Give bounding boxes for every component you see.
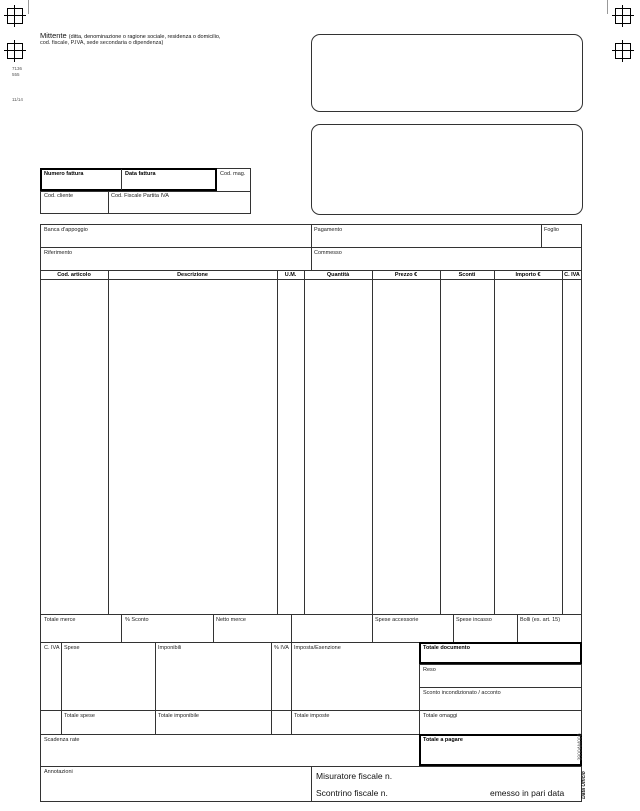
totale-imponibile-label: Totale imponibile [158, 713, 199, 719]
col-um: U.M. [284, 272, 297, 278]
divider [517, 614, 518, 642]
numero-fattura-label: Numero fattura [44, 171, 84, 177]
registration-mark-right [612, 40, 634, 62]
divider [419, 687, 582, 688]
column-divider [440, 270, 441, 614]
col-civa: C. IVA [564, 272, 580, 278]
product-code-text: 3900AM000 [577, 733, 584, 761]
cod-mag-label: Cod. mag. [220, 171, 246, 177]
product-code [577, 728, 591, 768]
brand-text: Data Ufficio [580, 771, 587, 799]
divider [121, 169, 122, 190]
imposta-label: Imposta/Esenzione [294, 645, 341, 651]
divider [61, 642, 62, 734]
divider [40, 247, 582, 248]
col-prezzo: Prezzo € [394, 272, 418, 278]
column-divider [562, 270, 563, 614]
divider [271, 642, 272, 734]
mittente-desc: (ditta, denominazione o ragione sociale, residenza o domicilio, [68, 34, 221, 40]
divider [216, 191, 251, 192]
totale-spese-label: Totale spese [64, 713, 95, 719]
scadenza-rate-label: Scadenza rate [44, 737, 80, 743]
column-divider [277, 270, 278, 614]
iva-civa-label: C. IVA [44, 645, 60, 651]
scontrino-label: Scontrino fiscale n. [316, 788, 388, 798]
col-quantita: Quantità [326, 272, 350, 278]
cod-fiscale-label: Cod. Fiscale Partita IVA [111, 193, 169, 199]
iva-spese-label: Spese [64, 645, 80, 651]
perc-iva-label: % IVA [274, 645, 289, 651]
commesso-label: Commesso [314, 250, 342, 256]
spese-accessorie-label: Spese accessorie [375, 617, 419, 623]
sconto-label: % Sconto [125, 617, 149, 623]
col-descrizione: Descrizione [177, 272, 208, 278]
mittente-heading [40, 31, 220, 40]
divider [40, 710, 582, 711]
divider [311, 766, 312, 802]
annotazioni-label: Annotazioni [44, 769, 73, 775]
totale-documento-label: Totale documento [423, 645, 470, 651]
divider [40, 279, 582, 280]
col-cod-articolo: Cod. articolo [57, 272, 91, 278]
divider [419, 664, 582, 665]
data-fattura-label: Data fattura [125, 171, 156, 177]
emesso-label: emesso in pari data [490, 788, 565, 798]
side-code: 555 [12, 72, 20, 77]
address-window-top [311, 34, 583, 112]
divider [291, 614, 292, 642]
col-importo: Importo € [515, 272, 541, 278]
divider [155, 642, 156, 734]
netto-merce-label: Netto merce [216, 617, 246, 623]
divider [213, 614, 214, 642]
reso-label: Reso [423, 667, 436, 673]
col-sconti: Sconti [458, 272, 476, 278]
divider [291, 642, 292, 734]
totale-merce-label: Totale merce [44, 617, 76, 623]
riferimento-label: Riferimento [44, 250, 73, 256]
side-code: 7136 [12, 66, 23, 71]
divider [372, 614, 373, 642]
brand-logo [578, 772, 592, 802]
sconto-incondizionato-label: Sconto incondizionato / acconto [423, 690, 501, 696]
registration-mark-left [4, 40, 26, 62]
column-divider [304, 270, 305, 614]
foglio-label: Foglio [544, 227, 559, 233]
totale-imposte-label: Totale imposte [294, 713, 330, 719]
imponibili-label: Imponibili [158, 645, 182, 651]
margin-tick [28, 0, 29, 14]
side-code: 11/14 [12, 97, 23, 102]
divider [40, 191, 217, 192]
divider [541, 224, 542, 247]
totale-omaggi-label: Totale omaggi [423, 713, 458, 719]
mittente-title: Mittente [40, 31, 67, 40]
address-window-bottom [311, 124, 583, 215]
banca-label: Banca d'appoggio [44, 227, 88, 233]
spese-incasso-label: Spese incasso [456, 617, 492, 623]
column-divider [494, 270, 495, 614]
column-divider [108, 270, 109, 614]
pagamento-label: Pagamento [314, 227, 343, 233]
divider [453, 614, 454, 642]
column-divider [372, 270, 373, 614]
divider [108, 191, 109, 214]
divider [40, 270, 582, 271]
totale-pagare-label: Totale a pagare [423, 737, 463, 743]
registration-mark-top-right [612, 5, 634, 27]
mittente-desc-line2: cod. fiscale, P.IVA, sede secondaria o dipendenza) [40, 40, 164, 46]
margin-tick [607, 0, 608, 14]
divider [121, 614, 122, 642]
registration-mark-top-left [4, 5, 26, 27]
cod-cliente-label: Cod. cliente [44, 193, 74, 199]
bolli-label: Bolli (es. art. 15) [520, 617, 561, 623]
misuratore-label: Misuratore fiscale n. [316, 771, 393, 781]
